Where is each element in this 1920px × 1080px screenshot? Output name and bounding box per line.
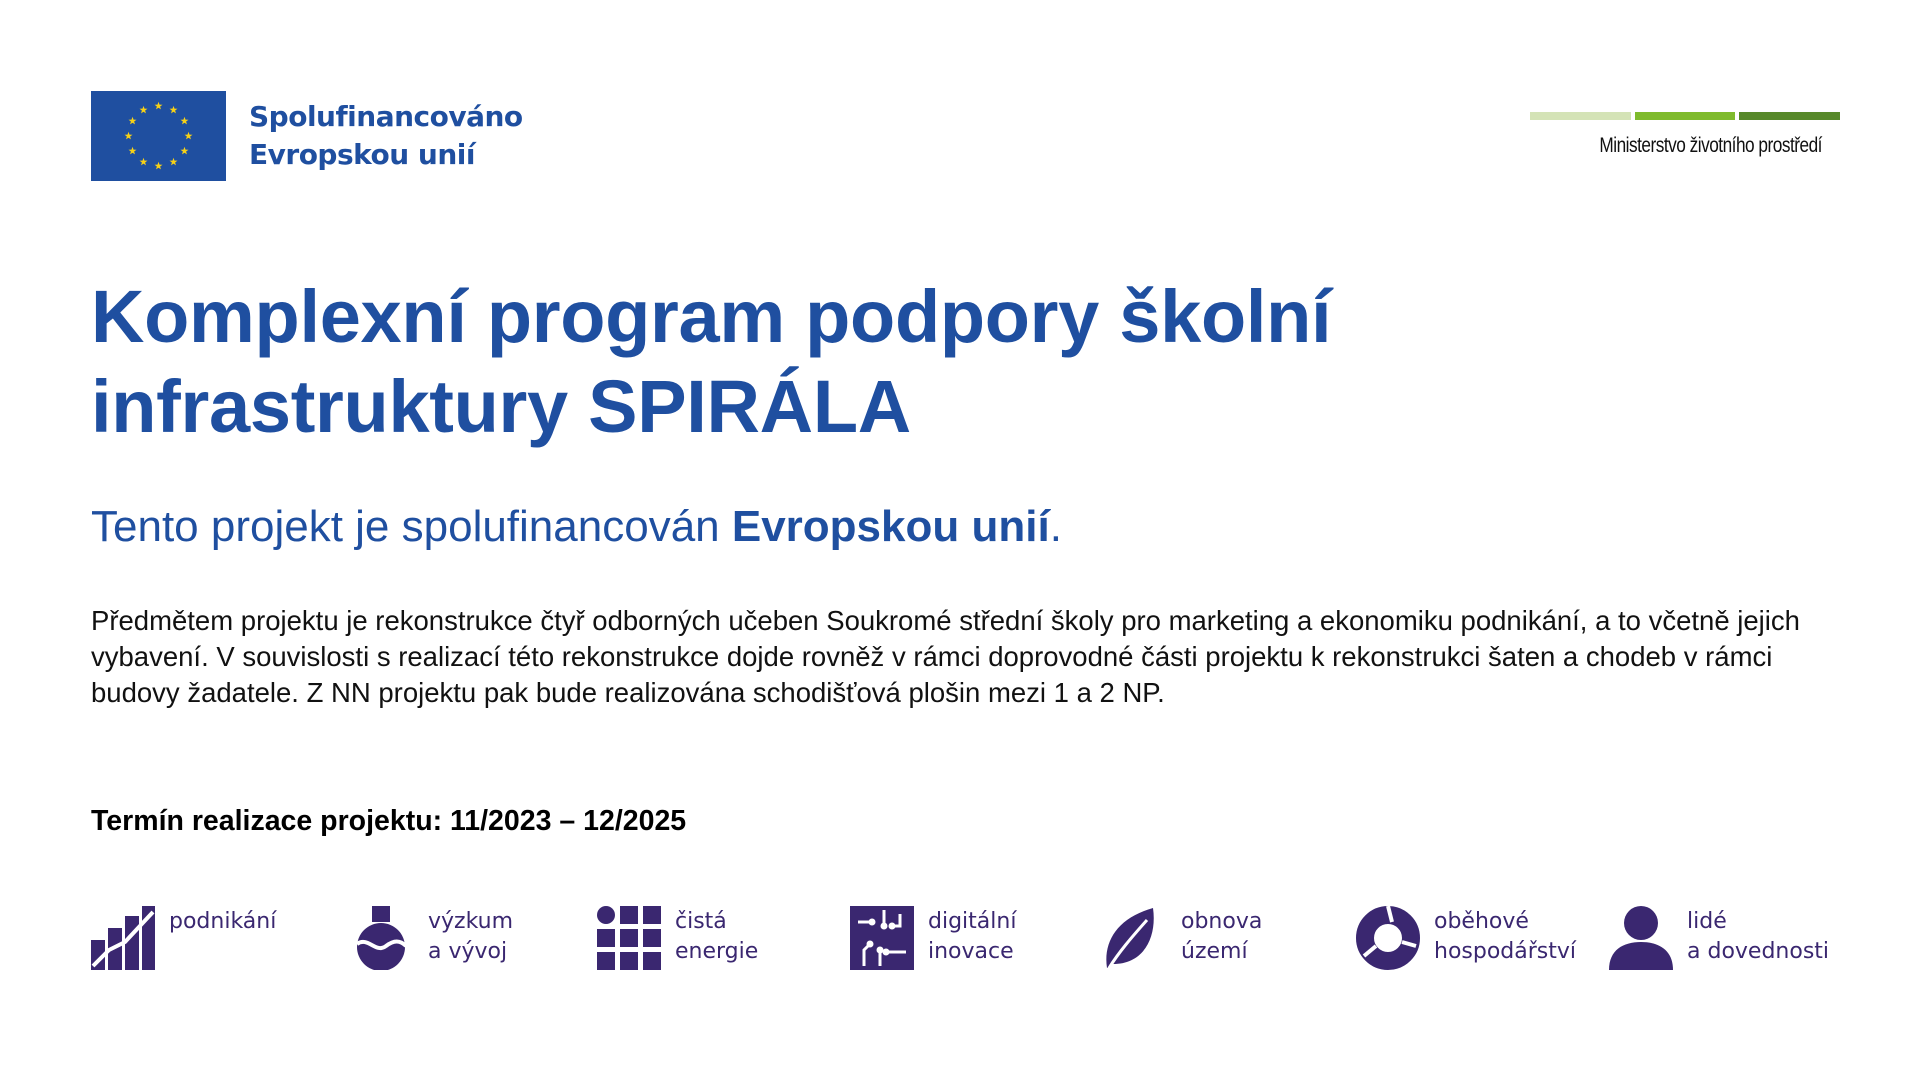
podnikani-label: podnikání	[169, 909, 277, 934]
lide-icon	[1609, 906, 1673, 970]
subtitle-suffix: .	[1049, 502, 1062, 551]
subtitle-emphasis: Evropskou unií	[731, 502, 1050, 551]
eu-star	[140, 158, 148, 166]
thematic-icons-row	[91, 906, 1829, 970]
obnova-uzemi-label: obnova území	[1181, 909, 1263, 964]
theme-vyzkum	[344, 906, 597, 970]
theme-digitalni-inovace	[850, 906, 1103, 970]
title-line1: Komplexní program podpory školní	[91, 275, 1332, 358]
theme-cista-energie	[597, 906, 850, 970]
title-line2: infrastruktury SPIRÁLA	[91, 365, 911, 448]
ministry-color-bars	[1530, 112, 1840, 120]
eu-star	[129, 147, 137, 155]
ministry-bar-light	[1530, 112, 1631, 120]
eu-star	[125, 132, 133, 140]
cista-energie-icon	[597, 906, 661, 970]
obehove-hospodarstvi-icon	[1356, 906, 1420, 970]
lide-label: lidé a dovednosti	[1687, 909, 1830, 964]
obnova-uzemi-icon	[1103, 906, 1167, 970]
eu-star	[129, 117, 137, 125]
theme-obnova-uzemi	[1103, 906, 1356, 970]
vyzkum-icon	[350, 906, 414, 970]
eu-star	[185, 132, 193, 140]
eu-cofunding-text	[249, 98, 523, 174]
project-description: Předmětem projektu je rekonstrukce čtyř odborných učeben Soukromé střední školy pro marketing a ekonomiku podnikání, a to včetně jejich vybavení. V souvislosti s realizací této rekonstrukce dojde rovněž v rámci doprovodné části projektu k rekonstrukci šaten a chodeb v rámci budovy žadatele. Z NN projektu pak bude realizována schodišťová plošin mezi 1 a 2 NP.	[91, 605, 1800, 708]
eu-star	[140, 106, 148, 114]
eu-star	[170, 158, 178, 166]
eu-star	[180, 147, 188, 155]
page-title	[91, 272, 1591, 452]
eu-star	[180, 117, 188, 125]
theme-lide	[1609, 906, 1829, 970]
cista-energie-label: čistá energie	[675, 909, 759, 964]
eu-flag-icon	[91, 91, 226, 181]
theme-obehove-hospodarstvi	[1356, 906, 1609, 970]
digitalni-inovace-icon	[850, 906, 914, 970]
podnikani-icon	[91, 906, 155, 970]
eu-star	[170, 106, 178, 114]
digitalni-inovace-label: digitální inovace	[928, 909, 1017, 964]
eu-text-line1: Spolufinancováno	[249, 100, 523, 133]
project-term: Termín realizace projektu: 11/2023 – 12/2025	[91, 805, 687, 837]
ministry-bar-dark	[1739, 112, 1840, 120]
eu-text-line2: Evropskou unií	[249, 138, 475, 171]
theme-podnikani	[91, 906, 344, 970]
ministry-logo	[1530, 112, 1840, 158]
vyzkum-label: výzkum a vývoj	[428, 909, 514, 964]
obehove-hospodarstvi-label: oběhové hospodářství	[1434, 909, 1577, 964]
cofunding-statement	[91, 500, 1062, 554]
ministry-bar-mid	[1635, 112, 1736, 120]
subtitle-prefix: Tento projekt je spolufinancován	[91, 502, 732, 551]
ministry-name: Ministerstvo životního prostředí	[1599, 134, 1822, 157]
eu-star	[155, 162, 163, 170]
eu-star	[155, 102, 163, 110]
eu-cofunding-logo	[91, 91, 523, 181]
